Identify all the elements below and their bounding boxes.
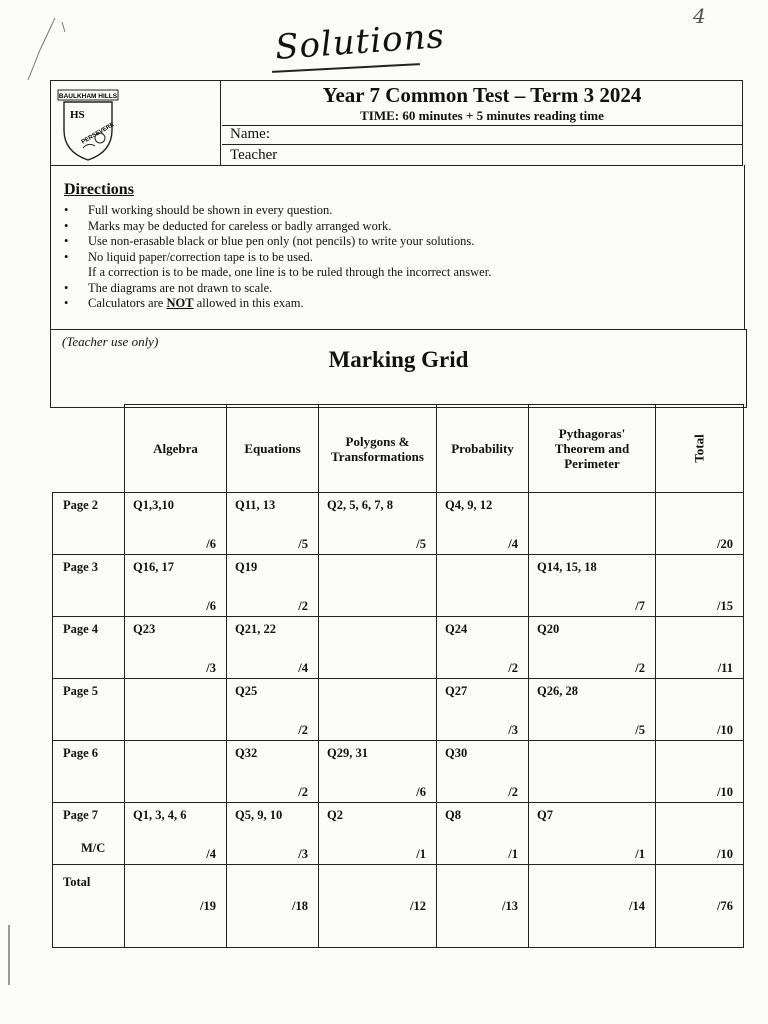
table-row (53, 803, 744, 865)
table-header-row (53, 405, 744, 493)
grid-cell[interactable] (125, 679, 227, 741)
max-marks: /6 (416, 785, 426, 799)
row-label: Page 4 (53, 617, 125, 679)
question-list: Q25 (235, 684, 258, 698)
question-list: Q14, 15, 18 (537, 560, 597, 574)
list-item: • The diagrams are not drawn to scale. (64, 280, 273, 295)
grid-cell[interactable] (319, 741, 437, 803)
question-list: Q5, 9, 10 (235, 808, 283, 822)
grid-cell[interactable] (125, 555, 227, 617)
row-label: Total (53, 865, 125, 948)
grid-cell[interactable] (319, 679, 437, 741)
question-list: Q4, 9, 12 (445, 498, 493, 512)
question-list: Q24 (445, 622, 468, 636)
test-title: Year 7 Common Test – Term 3 2024 (322, 83, 642, 107)
question-list: Q26, 28 (537, 684, 578, 698)
teacher-label: Teacher (230, 147, 278, 163)
max-marks: /3 (298, 847, 308, 861)
max-marks: /3 (206, 661, 216, 675)
grid-cell[interactable] (319, 803, 437, 865)
question-list: Q7 (537, 808, 553, 822)
table-row (53, 555, 744, 617)
table-row (53, 679, 744, 741)
grid-cell[interactable] (656, 741, 744, 803)
total-marks: /18 (292, 899, 308, 913)
grid-cell[interactable] (437, 741, 529, 803)
list-item: • No liquid paper/correction tape is to be used. If a correction is to be made, one line is to be ruled through the incorrect answer. (64, 249, 492, 279)
teacher-field[interactable] (222, 147, 743, 166)
grid-cell[interactable] (437, 803, 529, 865)
question-list: Q23 (133, 622, 156, 636)
row-label: Page 7 M/C (53, 803, 125, 865)
grid-cell[interactable] (656, 555, 744, 617)
max-marks: /5 (298, 537, 308, 551)
row-label: Page 3 (53, 555, 125, 617)
column-header: Algebra (125, 405, 227, 493)
grid-cell[interactable] (319, 493, 437, 555)
max-marks: /11 (717, 661, 733, 675)
grid-cell[interactable] (227, 493, 319, 555)
total-marks: /19 (200, 899, 216, 913)
grid-cell[interactable] (227, 679, 319, 741)
school-crest-cell (50, 80, 221, 166)
max-marks: /2 (298, 723, 308, 737)
question-list: Q2 (327, 808, 343, 822)
max-marks: /1 (508, 847, 518, 861)
grid-cell[interactable] (656, 679, 744, 741)
total-cell[interactable] (319, 865, 437, 948)
column-header-total: Total (656, 405, 744, 493)
grid-cell[interactable] (529, 555, 656, 617)
grid-cell[interactable] (437, 679, 529, 741)
list-item: • Full working should be shown in every question. (64, 203, 333, 217)
max-marks: /10 (717, 785, 733, 799)
row-label: Page 6 (53, 741, 125, 803)
max-marks: /15 (717, 599, 733, 613)
grid-cell[interactable] (529, 741, 656, 803)
table-row (53, 493, 744, 555)
directions-list (64, 203, 724, 312)
name-field[interactable] (222, 125, 743, 145)
grid-cell[interactable] (656, 617, 744, 679)
question-list: Q19 (235, 560, 258, 574)
question-list: Q1, 3, 4, 6 (133, 808, 187, 822)
max-marks: /1 (416, 847, 426, 861)
grid-cell[interactable] (125, 493, 227, 555)
max-marks: /7 (635, 599, 645, 613)
grid-cell[interactable] (529, 803, 656, 865)
grid-cell[interactable] (227, 617, 319, 679)
directions-heading: Directions (64, 181, 134, 198)
max-marks: /20 (717, 537, 733, 551)
max-marks: /2 (635, 661, 645, 675)
school-motto: PERSEVERE (80, 122, 116, 146)
name-label: Name: (230, 126, 270, 142)
total-marks: /12 (410, 899, 426, 913)
total-cell[interactable] (227, 865, 319, 948)
column-header: Pythagoras' Theorem and Perimeter (529, 405, 656, 493)
table-row (53, 617, 744, 679)
handwritten-solutions-title: Solutions (273, 16, 447, 68)
question-list: Q2, 5, 6, 7, 8 (327, 498, 393, 512)
max-marks: /2 (298, 785, 308, 799)
grid-cell[interactable] (656, 493, 744, 555)
list-item: • Calculators are NOT allowed in this exam. (64, 296, 304, 310)
total-cell[interactable] (125, 865, 227, 948)
total-marks: /14 (629, 899, 645, 913)
table-row (53, 741, 744, 803)
total-marks: /76 (717, 899, 733, 913)
corner-mark: 4 (693, 4, 706, 28)
list-item: • Marks may be deducted for careless or badly arranged work. (64, 218, 392, 233)
question-list: Q20 (537, 622, 560, 636)
grid-cell[interactable] (437, 493, 529, 555)
question-list: Q30 (445, 746, 468, 760)
max-marks: /5 (635, 723, 645, 737)
grid-cell[interactable] (125, 617, 227, 679)
row-label: Page 5 (53, 679, 125, 741)
grid-cell[interactable] (319, 555, 437, 617)
time-allowance: TIME: 60 minutes + 5 minutes reading time (360, 108, 604, 123)
school-name: BAULKHAM HILLS (58, 93, 118, 100)
max-marks: /1 (635, 847, 645, 861)
column-header: Probability (437, 405, 529, 493)
question-list: Q21, 22 (235, 622, 276, 636)
question-list: Q32 (235, 746, 258, 760)
max-marks: /3 (508, 723, 518, 737)
max-marks: /2 (508, 785, 518, 799)
max-marks: /2 (298, 599, 308, 613)
max-marks: /10 (717, 723, 733, 737)
column-header: Polygons & Transformations (319, 405, 437, 493)
grid-cell[interactable] (529, 617, 656, 679)
max-marks: /5 (416, 537, 426, 551)
school-initials: HS (70, 109, 85, 121)
teacher-use-note: (Teacher use only) (62, 334, 159, 349)
corner-header (53, 405, 125, 493)
total-cell[interactable] (656, 865, 744, 948)
grid-cell[interactable] (227, 803, 319, 865)
question-list: Q1,3,10 (133, 498, 174, 512)
max-marks: /4 (206, 847, 216, 861)
column-header: Equations (227, 405, 319, 493)
list-item: • Use non-erasable black or blue pen only (not pencils) to write your solutions. (64, 234, 475, 248)
row-label: Page 2 (53, 493, 125, 555)
grid-cell[interactable] (125, 803, 227, 865)
grid-cell[interactable] (437, 617, 529, 679)
max-marks: /2 (508, 661, 518, 675)
grid-cell[interactable] (227, 555, 319, 617)
total-cell[interactable] (437, 865, 529, 948)
grid-cell[interactable] (437, 555, 529, 617)
question-list: Q29, 31 (327, 746, 368, 760)
max-marks: /10 (717, 847, 733, 861)
question-list: Q8 (445, 808, 461, 822)
school-crest-icon (50, 80, 221, 166)
grid-cell[interactable] (319, 617, 437, 679)
max-marks: /4 (298, 661, 308, 675)
grid-cell[interactable] (227, 741, 319, 803)
max-marks: /4 (508, 537, 518, 551)
grid-cell[interactable] (529, 493, 656, 555)
total-cell[interactable] (529, 865, 656, 948)
max-marks: /6 (206, 599, 216, 613)
question-list: Q11, 13 (235, 498, 276, 512)
question-list: Q16, 17 (133, 560, 174, 574)
marking-grid-table (52, 404, 744, 948)
total-row (53, 865, 744, 948)
grid-cell[interactable] (656, 803, 744, 865)
max-marks: /6 (206, 537, 216, 551)
grid-cell[interactable] (125, 741, 227, 803)
question-list: Q27 (445, 684, 468, 698)
margin-mark (8, 925, 10, 985)
marking-grid-title: Marking Grid (328, 347, 469, 372)
total-marks: /13 (502, 899, 518, 913)
grid-cell[interactable] (529, 679, 656, 741)
